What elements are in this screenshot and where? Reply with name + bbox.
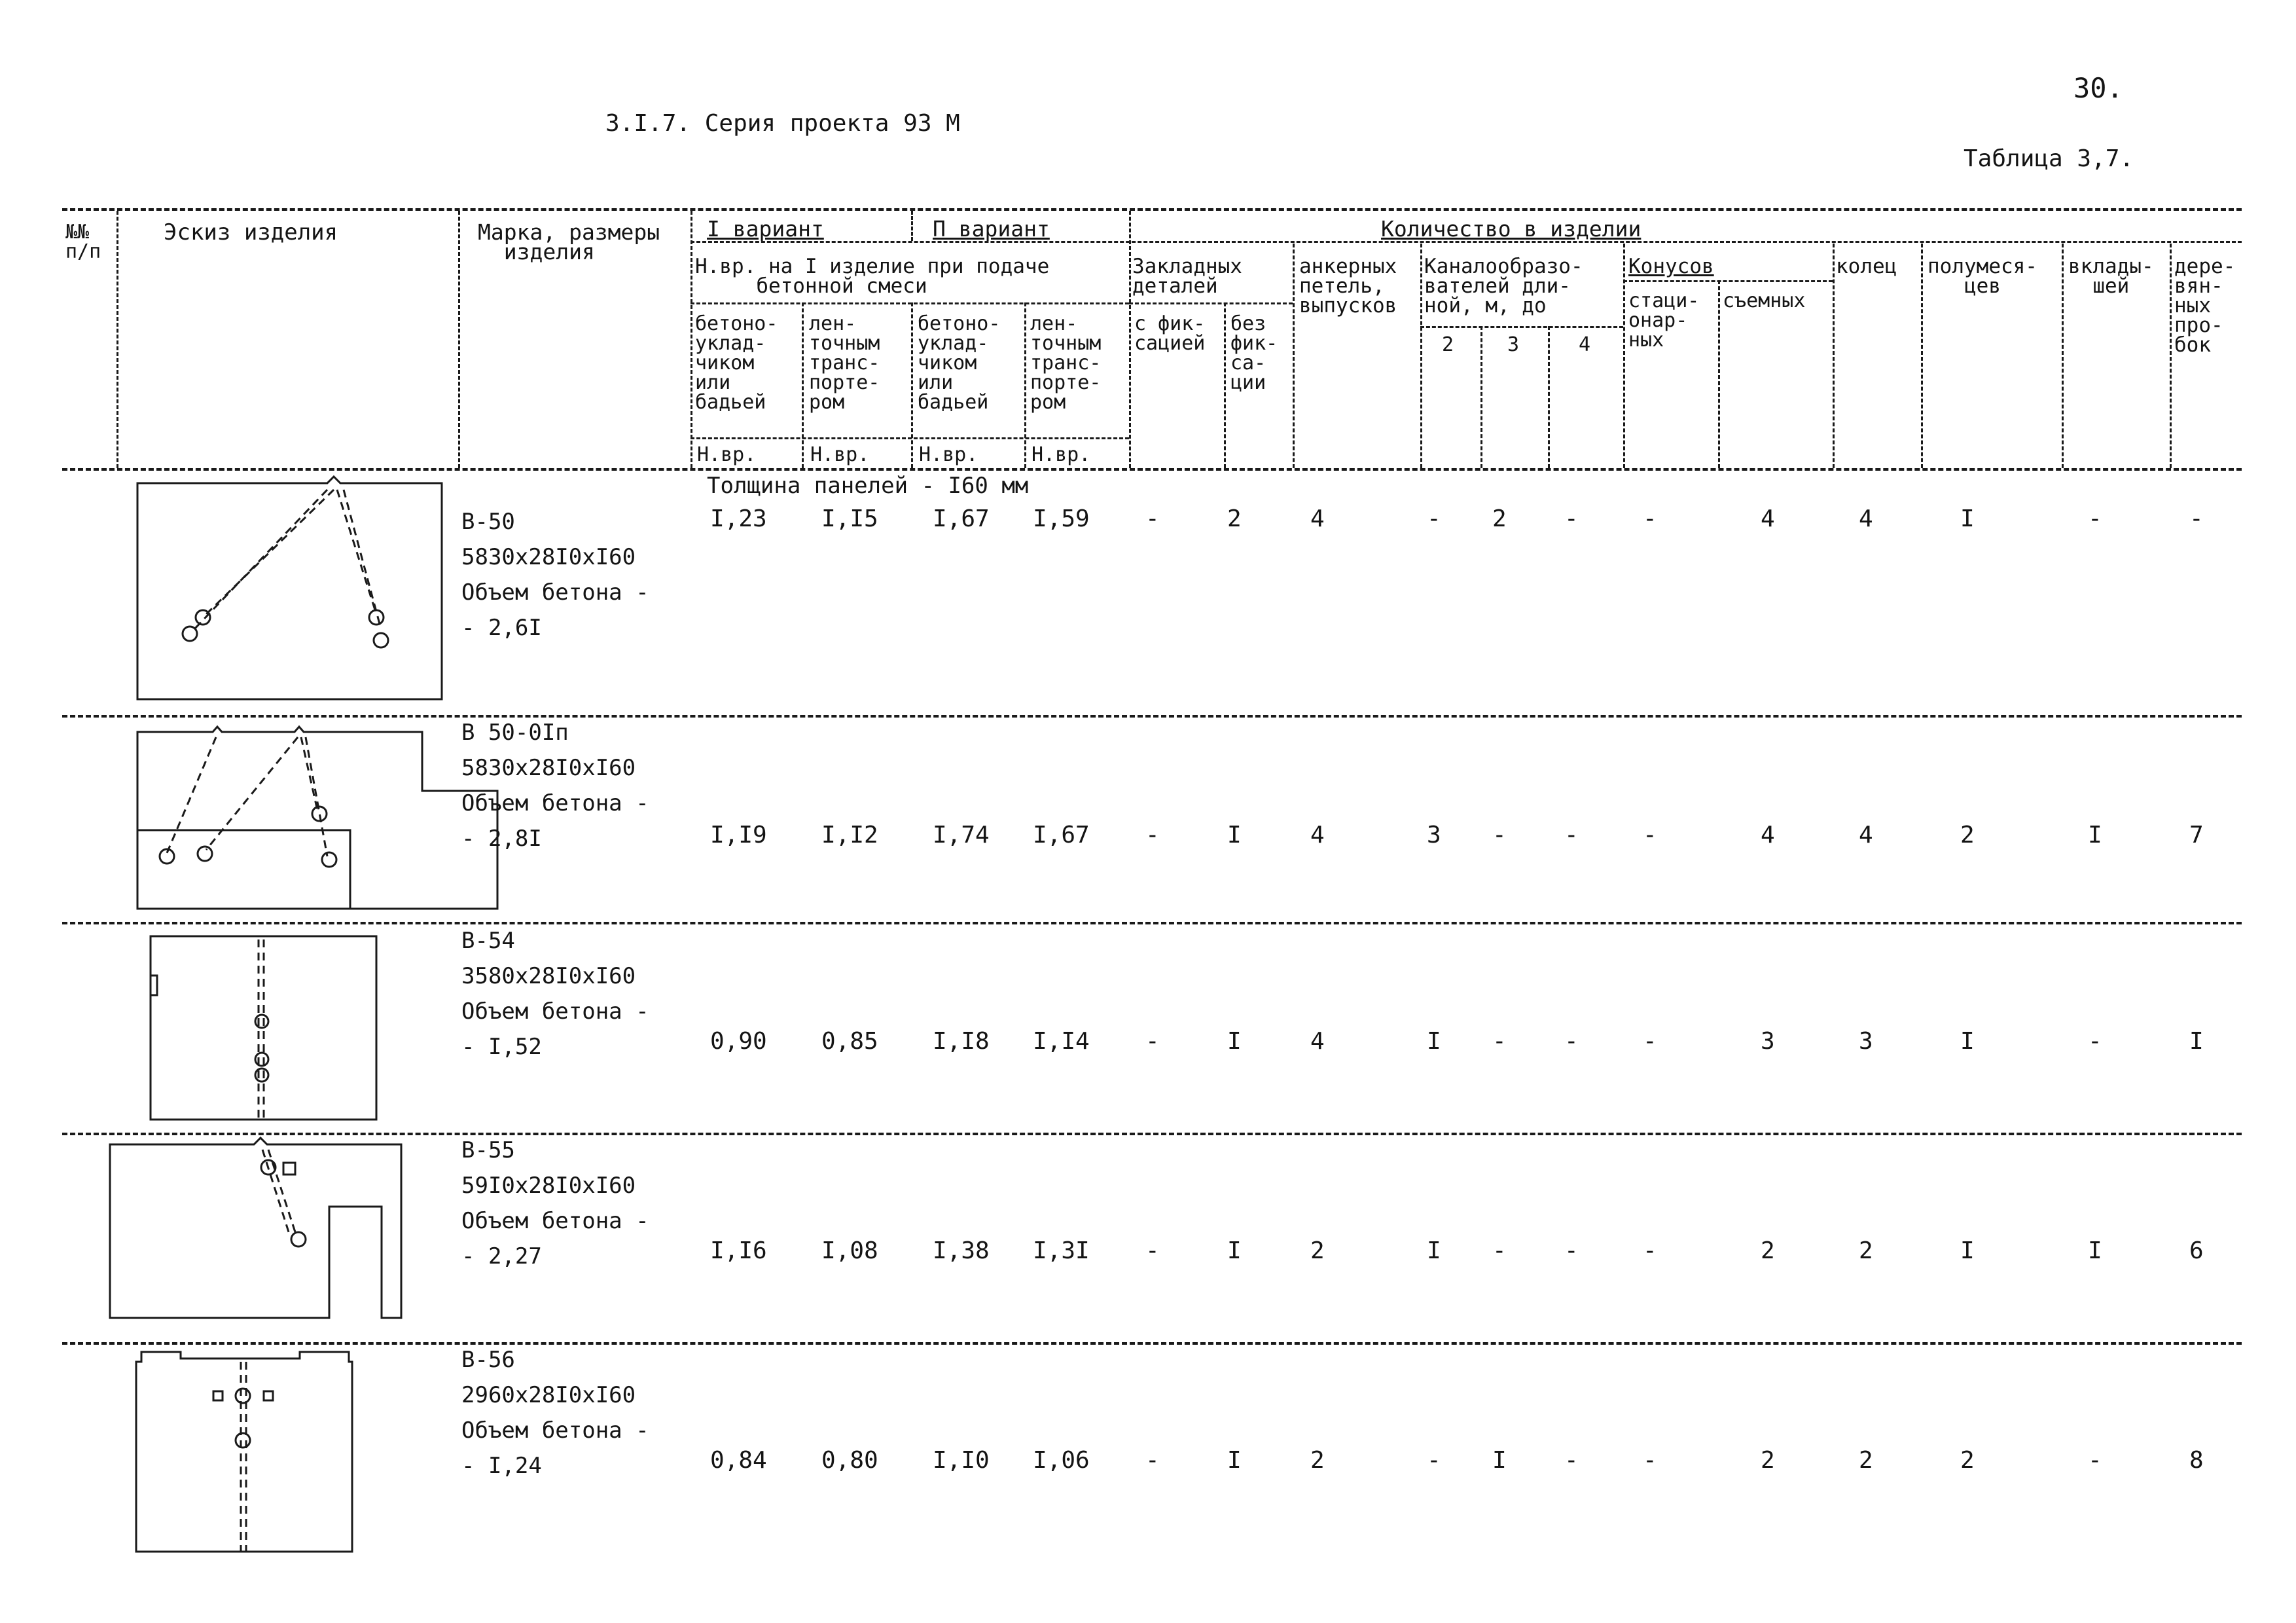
header-s-fix: с фик- сацией xyxy=(1134,312,1206,355)
page-number: 30. xyxy=(2073,72,2123,104)
header-divider-norm xyxy=(691,302,1129,304)
row-vol-label: Объем бетона - xyxy=(461,1417,649,1444)
cell-konus-stac: - xyxy=(1643,1447,1657,1474)
cell-nvr-lent1: I,08 xyxy=(821,1237,878,1264)
header-variant-1: I вариант xyxy=(707,216,824,242)
header-num: №№ п/п xyxy=(65,221,101,263)
row-vol-label: Объем бетона - xyxy=(461,1208,649,1234)
header-divider-zaklad xyxy=(1129,302,1293,304)
col-line-polumes xyxy=(2062,244,2064,468)
sketch-b56 xyxy=(130,1349,359,1558)
header-sub-lent2: лен- точным транс- порте- ром xyxy=(1030,312,1102,414)
cell-kanal-3: I xyxy=(1492,1447,1507,1474)
cell-vklad: - xyxy=(2088,1028,2102,1055)
col-line-mark xyxy=(691,211,692,468)
header-zaklad: Закладных деталей xyxy=(1132,255,1242,298)
header-k3: 3 xyxy=(1507,333,1520,356)
cell-zaklad-bez-fix: 2 xyxy=(1227,505,1242,532)
row-mark-block xyxy=(461,923,649,1065)
cell-nvr-lent2: I,59 xyxy=(1033,505,1090,532)
cell-derev: 7 xyxy=(2189,822,2204,848)
header-sketch: Эскиз изделия xyxy=(164,219,338,246)
col-line-k2 xyxy=(1480,326,1482,468)
cell-kanal-2: - xyxy=(1427,1447,1441,1474)
cell-nvr-bet2: I,67 xyxy=(933,505,990,532)
cell-polumes: I xyxy=(1960,1028,1975,1055)
row-mark: В-55 xyxy=(461,1137,515,1163)
row-size: 3580х28I0хI60 xyxy=(461,963,636,989)
cell-anchor: 4 xyxy=(1310,822,1325,848)
row-vol: - 2,8I xyxy=(461,826,542,852)
cell-zaklad-s-fix: - xyxy=(1145,822,1160,848)
cell-derev: - xyxy=(2189,505,2204,532)
row-vol: - I,52 xyxy=(461,1034,542,1060)
row-size: 2960х28I0хI60 xyxy=(461,1382,636,1408)
cell-kanal-4: - xyxy=(1564,1028,1579,1055)
col-line-v1 xyxy=(911,211,913,241)
cell-kolec: 4 xyxy=(1859,822,1873,848)
cell-konus-stac: - xyxy=(1643,1028,1657,1055)
header-polumes: полумеся- цев xyxy=(1928,255,2037,298)
cell-nvr-bet2: I,I0 xyxy=(933,1447,990,1474)
row-mark: В 50-0Iп xyxy=(461,720,569,746)
header-bez-fix: без фик- са- ции xyxy=(1230,312,1278,394)
header-sub-lent1: лен- точным транс- порте- ром xyxy=(809,312,880,414)
col-line-vklad xyxy=(2170,244,2172,468)
row-mark-block xyxy=(461,1133,649,1274)
col-line-lent1 xyxy=(911,302,913,468)
sketch-b50 xyxy=(131,477,445,702)
header-norm-caption: Н.вр. на I изделие при подаче бетонной смеси xyxy=(695,255,1050,298)
row-size: 5830х28I0хI60 xyxy=(461,544,636,570)
cell-konus-sem: 2 xyxy=(1761,1447,1775,1474)
cell-kanal-4: - xyxy=(1564,822,1579,848)
header-kanal: Каналообразо- вателей дли- ной, м, до xyxy=(1424,255,1583,318)
cell-zaklad-bez-fix: I xyxy=(1227,822,1242,848)
col-line-bet1 xyxy=(802,302,804,468)
row-vol-label: Объем бетона - xyxy=(461,579,649,606)
cell-kanal-2: I xyxy=(1427,1237,1441,1264)
col-line-zaklad xyxy=(1293,244,1295,468)
col-line-lent2 xyxy=(1129,211,1131,468)
header-quantity: Количество в изделии xyxy=(1381,216,1641,242)
table-top-border xyxy=(62,208,2242,211)
cell-konus-stac: - xyxy=(1643,505,1657,532)
sketch-b55 xyxy=(103,1138,411,1324)
cell-anchor: 4 xyxy=(1310,505,1325,532)
row-divider-3 xyxy=(62,1133,2242,1135)
col-line-stac xyxy=(1718,280,1720,468)
cell-nvr-bet2: I,I8 xyxy=(933,1028,990,1055)
row-vol: - 2,6I xyxy=(461,615,542,641)
cell-nvr-bet1: 0,84 xyxy=(710,1447,767,1474)
row-divider-2 xyxy=(62,922,2242,924)
header-nvr-4: Н.вр. xyxy=(1031,443,1091,466)
header-k4: 4 xyxy=(1579,333,1591,356)
cell-kolec: 3 xyxy=(1859,1028,1873,1055)
cell-polumes: 2 xyxy=(1960,822,1975,848)
cell-zaklad-bez-fix: I xyxy=(1227,1447,1242,1474)
cell-konus-sem: 2 xyxy=(1761,1237,1775,1264)
cell-kolec: 2 xyxy=(1859,1447,1873,1474)
cell-polumes: I xyxy=(1960,505,1975,532)
cell-nvr-lent2: I,06 xyxy=(1033,1447,1090,1474)
cell-anchor: 4 xyxy=(1310,1028,1325,1055)
cell-zaklad-s-fix: - xyxy=(1145,1237,1160,1264)
cell-vklad: I xyxy=(2088,822,2102,848)
cell-polumes: I xyxy=(1960,1237,1975,1264)
cell-derev: 8 xyxy=(2189,1447,2204,1474)
sketch-b50-01p xyxy=(134,725,501,912)
thickness-note: Толщина панелей - I60 мм xyxy=(707,473,1029,499)
cell-kanal-3: - xyxy=(1492,822,1507,848)
row-mark-block xyxy=(461,1342,649,1484)
cell-anchor: 2 xyxy=(1310,1237,1325,1264)
row-mark-block xyxy=(461,504,649,646)
col-line-kolec xyxy=(1921,244,1923,468)
cell-kanal-2: - xyxy=(1427,505,1441,532)
row-size: 59I0х28I0хI60 xyxy=(461,1173,636,1199)
cell-konus-stac: - xyxy=(1643,1237,1657,1264)
cell-konus-sem: 3 xyxy=(1761,1028,1775,1055)
cell-anchor: 2 xyxy=(1310,1447,1325,1474)
cell-nvr-lent1: 0,80 xyxy=(821,1447,878,1474)
header-bottom-border xyxy=(62,468,2242,471)
cell-derev: I xyxy=(2189,1028,2204,1055)
table-label: Таблица 3,7. xyxy=(1964,145,2134,172)
col-line-kanal xyxy=(1623,244,1625,468)
row-size: 5830х28I0хI60 xyxy=(461,755,636,781)
row-divider-4 xyxy=(62,1342,2242,1345)
header-divider-nvr xyxy=(691,437,1129,439)
col-line-sfix xyxy=(1224,302,1226,468)
row-vol: - I,24 xyxy=(461,1453,542,1479)
header-anchor: анкерных петель, выпусков xyxy=(1299,255,1397,318)
cell-nvr-lent2: I,3I xyxy=(1033,1237,1090,1264)
row-vol: - 2,27 xyxy=(461,1243,542,1269)
cell-nvr-lent1: I,I2 xyxy=(821,822,878,848)
header-sub-bet1: бетоно- уклад- чиком или бадьей xyxy=(695,312,778,414)
header-divider-konus xyxy=(1623,280,1833,282)
cell-nvr-lent1: 0,85 xyxy=(821,1028,878,1055)
header-sem: съемных xyxy=(1723,289,1806,312)
col-line-sketch xyxy=(458,211,460,468)
cell-konus-sem: 4 xyxy=(1761,505,1775,532)
cell-nvr-bet2: I,38 xyxy=(933,1237,990,1264)
cell-nvr-bet1: I,I6 xyxy=(710,1237,767,1264)
cell-zaklad-bez-fix: I xyxy=(1227,1028,1242,1055)
col-line-k3 xyxy=(1548,326,1550,468)
header-derev: дере- вян- ных про- бок xyxy=(2174,255,2236,357)
cell-nvr-lent1: I,I5 xyxy=(821,505,878,532)
cell-kolec: 2 xyxy=(1859,1237,1873,1264)
header-variant-2: П вариант xyxy=(933,216,1050,242)
header-k2: 2 xyxy=(1442,333,1454,356)
cell-vklad: I xyxy=(2088,1237,2102,1264)
row-mark: В-50 xyxy=(461,509,515,535)
cell-nvr-bet1: 0,90 xyxy=(710,1028,767,1055)
row-vol-label: Объем бетона - xyxy=(461,790,649,816)
cell-kanal-3: - xyxy=(1492,1237,1507,1264)
cell-kanal-2: 3 xyxy=(1427,822,1441,848)
cell-nvr-lent2: I,67 xyxy=(1033,822,1090,848)
col-line-num xyxy=(117,211,118,468)
cell-vklad: - xyxy=(2088,1447,2102,1474)
header-vklad: вклады- шей xyxy=(2068,255,2154,298)
header-konus: Конусов xyxy=(1628,255,1714,278)
cell-zaklad-bez-fix: I xyxy=(1227,1237,1242,1264)
col-line-anchor xyxy=(1420,244,1422,468)
cell-kanal-3: - xyxy=(1492,1028,1507,1055)
row-mark-block xyxy=(461,715,649,856)
cell-polumes: 2 xyxy=(1960,1447,1975,1474)
header-nvr-1: Н.вр. xyxy=(697,443,757,466)
cell-nvr-bet2: I,74 xyxy=(933,822,990,848)
cell-konus-stac: - xyxy=(1643,822,1657,848)
row-mark: В-56 xyxy=(461,1347,515,1373)
cell-kanal-2: I xyxy=(1427,1028,1441,1055)
header-nvr-2: Н.вр. xyxy=(810,443,870,466)
cell-derev: 6 xyxy=(2189,1237,2204,1264)
cell-nvr-lent2: I,I4 xyxy=(1033,1028,1090,1055)
cell-nvr-bet1: I,23 xyxy=(710,505,767,532)
cell-konus-sem: 4 xyxy=(1761,822,1775,848)
cell-kanal-3: 2 xyxy=(1492,505,1507,532)
cell-zaklad-s-fix: - xyxy=(1145,505,1160,532)
cell-kanal-4: - xyxy=(1564,1447,1579,1474)
header-nvr-3: Н.вр. xyxy=(919,443,978,466)
header-stac: стаци- онар- ных xyxy=(1628,289,1700,352)
section-title: 3.I.7. Серия проекта 93 М xyxy=(605,110,960,137)
sketch-b54 xyxy=(144,930,386,1126)
header-sub-bet2: бетоно- уклад- чиком или бадьей xyxy=(918,312,1001,414)
cell-nvr-bet1: I,I9 xyxy=(710,822,767,848)
col-line-bet2 xyxy=(1024,302,1026,468)
row-vol-label: Объем бетона - xyxy=(461,998,649,1025)
cell-kanal-4: - xyxy=(1564,505,1579,532)
cell-kanal-4: - xyxy=(1564,1237,1579,1264)
cell-kolec: 4 xyxy=(1859,505,1873,532)
cell-vklad: - xyxy=(2088,505,2102,532)
header-divider-kanal xyxy=(1420,326,1623,328)
cell-zaklad-s-fix: - xyxy=(1145,1447,1160,1474)
header-mark: Марка, размеры изделия xyxy=(478,219,660,264)
header-kolec: колец xyxy=(1836,255,1897,278)
cell-zaklad-s-fix: - xyxy=(1145,1028,1160,1055)
row-divider-1 xyxy=(62,715,2242,718)
col-line-sem xyxy=(1833,244,1835,468)
row-mark: В-54 xyxy=(461,928,515,954)
